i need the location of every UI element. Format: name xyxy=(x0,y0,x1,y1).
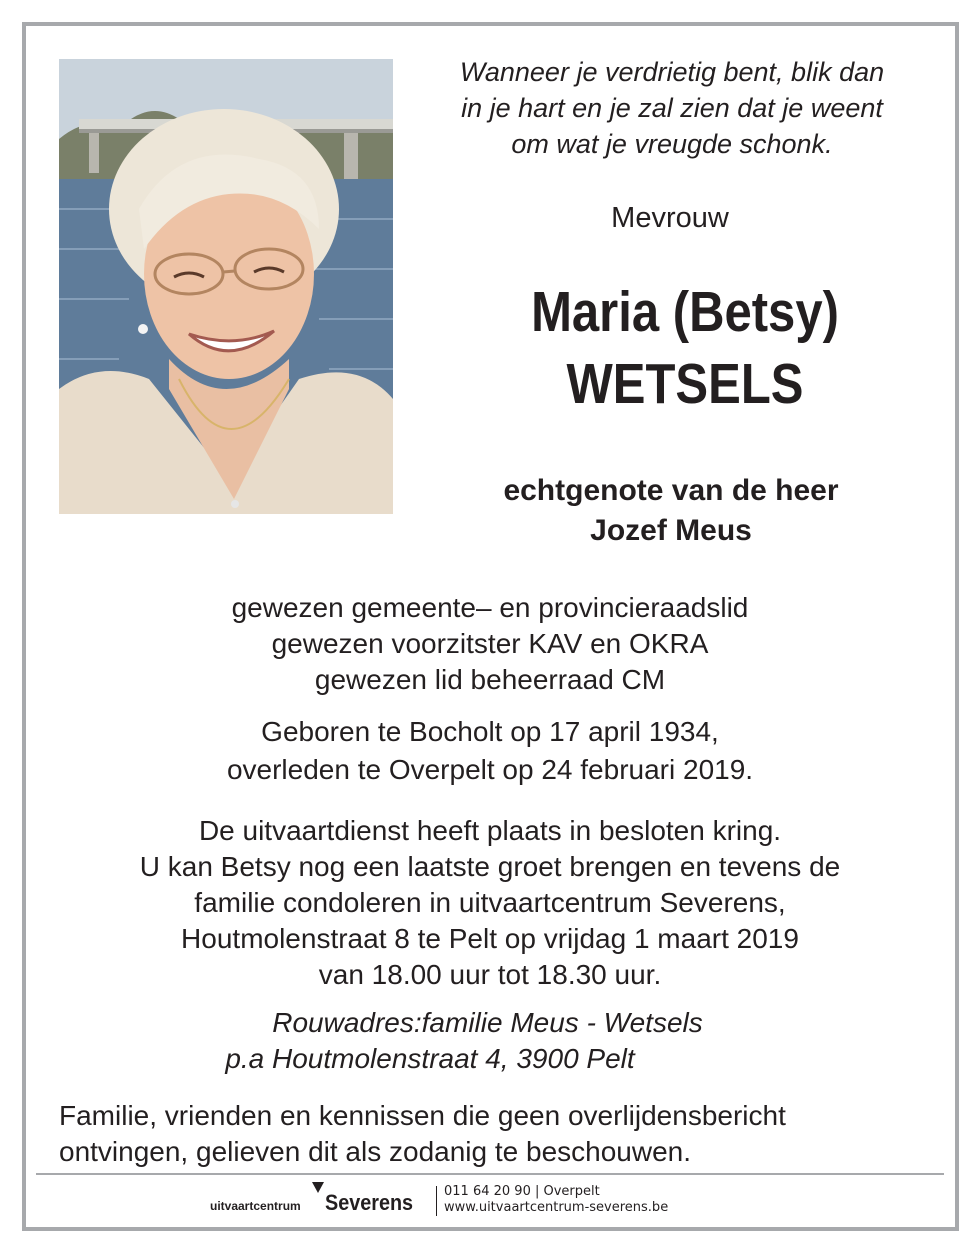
role-line: gewezen lid beheerraad CM xyxy=(314,664,666,695)
quote-line: om wat je vreugde schonk. xyxy=(511,129,833,159)
funeral-home-website: www.uitvaartcentrum-severens.be xyxy=(444,1200,669,1215)
funeral-home-phone: 011 64 20 90 | Overpelt xyxy=(444,1184,600,1199)
quote-line: Wanneer je verdrietig bent, blik dan xyxy=(459,57,885,87)
spouse-name: Jozef Meus xyxy=(590,514,752,547)
opening-quote xyxy=(412,54,932,162)
notice-line: Familie, vrienden en kennissen die geen overlijdensbericht xyxy=(59,1100,786,1131)
spouse-info xyxy=(420,471,922,551)
role-line: gewezen voorzitster KAV en OKRA xyxy=(271,628,709,659)
service-line: U kan Betsy nog een laatste groet brengen en tevens de xyxy=(139,851,841,882)
birth-line: Geboren te Bocholt op 17 april 1934, xyxy=(261,716,719,747)
service-line: Houtmolenstraat 8 te Pelt op vrijdag 1 maart 2019 xyxy=(181,923,799,954)
address-line-1: Rouwadres:familie Meus - Wetsels xyxy=(272,1007,703,1038)
service-line: familie condoleren in uitvaartcentrum Severens, xyxy=(194,887,786,918)
notice-text xyxy=(59,1098,919,1170)
address-line-2: p.a Houtmolenstraat 4, 3900 Pelt xyxy=(225,1043,635,1074)
quote-line: in je hart en je zal zien dat je weent xyxy=(461,93,883,123)
logo-triangle-icon xyxy=(312,1182,324,1193)
funeral-home-contact xyxy=(444,1184,668,1216)
mourning-address xyxy=(160,1005,800,1077)
funeral-home-prefix: uitvaartcentrum xyxy=(210,1199,301,1213)
service-line: van 18.00 uur tot 18.30 uur. xyxy=(318,959,662,990)
funeral-home-name: Severens xyxy=(325,1190,414,1215)
honorific-title: Mevrouw xyxy=(611,202,729,234)
footer-divider xyxy=(36,1173,944,1175)
deceased-first-name: Maria (Betsy) xyxy=(531,280,839,344)
spouse-line: echtgenote van de heer xyxy=(503,474,839,507)
former-roles xyxy=(150,590,830,698)
notice-line: ontvingen, gelieven dit als zodanig te beschouwen. xyxy=(59,1136,691,1167)
role-line: gewezen gemeente– en provincieraadslid xyxy=(231,592,749,623)
service-line: De uitvaartdienst heeft plaats in besloten kring. xyxy=(198,815,782,846)
birth-death-dates xyxy=(140,713,840,789)
deceased-name xyxy=(474,276,895,420)
service-details xyxy=(70,813,910,993)
portrait-photo xyxy=(59,59,393,514)
logo-separator xyxy=(436,1186,437,1216)
death-line: overleden te Overpelt op 24 februari 2019. xyxy=(226,754,754,785)
deceased-last-name: WETSELS xyxy=(566,352,804,416)
